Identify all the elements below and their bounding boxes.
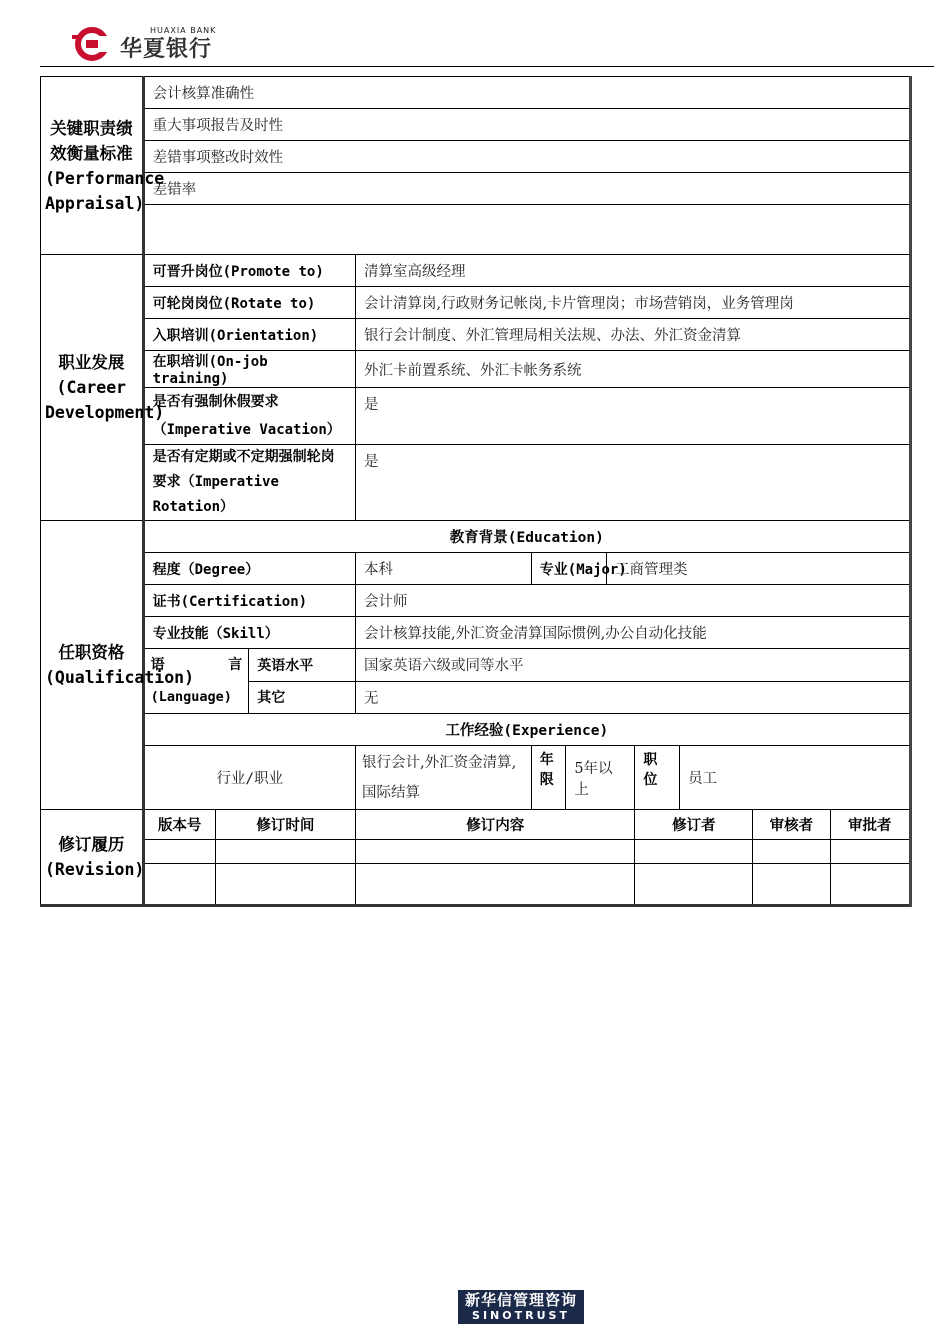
revision-section-title: 修订履历(Revision): [41, 810, 144, 906]
certification-value: 会计师: [355, 585, 910, 617]
header-divider: [40, 66, 934, 67]
revision-col-reviewer: 审核者: [753, 810, 830, 840]
english-level-label: 英语水平: [249, 649, 356, 682]
performance-item: 重大事项报告及时性: [143, 109, 910, 141]
degree-value: 本科: [355, 553, 531, 585]
industry-label: 行业/职业: [143, 746, 355, 810]
revision-col-version: 版本号: [143, 810, 215, 840]
rotation-value: 是: [355, 445, 910, 521]
orientation-value: 银行会计制度、外汇管理局相关法规、办法、外汇资金清算: [355, 319, 910, 351]
promote-value: 清算室高级经理: [355, 255, 910, 287]
footer-logo-cn: 新华信管理咨询: [464, 1291, 577, 1309]
career-section-title: 职业发展(Career Development): [41, 255, 144, 521]
rotate-value: 会计清算岗,行政财务记帐岗,卡片管理岗；市场营销岗，业务管理岗: [355, 287, 910, 319]
huaxia-bank-logo-icon: [70, 26, 110, 62]
orientation-label: 入职培训(Orientation): [143, 319, 355, 351]
rotation-label: 是否有定期或不定期强制轮岗要求（Imperative Rotation）: [143, 445, 355, 521]
job-description-table: [40, 76, 912, 907]
promote-label: 可晋升岗位(Promote to): [143, 255, 355, 287]
onjob-training-label: 在职培训(On-job training): [143, 351, 355, 388]
revision-row: [41, 864, 911, 906]
sinotrust-logo: [458, 1290, 584, 1324]
performance-item: 差错事项整改时效性: [143, 141, 910, 173]
industry-value: 银行会计,外汇资金清算,国际结算: [355, 746, 531, 810]
degree-label: 程度（Degree）: [143, 553, 355, 585]
revision-col-date: 修订时间: [215, 810, 355, 840]
logo-chinese-text: 华夏银行: [120, 37, 213, 62]
english-level-value: 国家英语六级或同等水平: [355, 649, 910, 682]
years-label: 年限: [531, 746, 566, 810]
revision-row: [41, 840, 911, 864]
rotate-label: 可轮岗岗位(Rotate to): [143, 287, 355, 319]
revision-col-content: 修订内容: [355, 810, 634, 840]
revision-col-reviser: 修订者: [635, 810, 753, 840]
vacation-label: 是否有强制休假要求（Imperative Vacation）: [143, 388, 355, 445]
performance-item: [143, 205, 910, 255]
performance-section-title: 关键职责绩效衡量标准(Performance Appraisal): [41, 77, 144, 255]
major-label: 专业(Major): [531, 553, 606, 585]
footer-logo-en: SINOTRUST: [472, 1309, 570, 1322]
revision-col-approver: 审批者: [830, 810, 911, 840]
certification-label: 证书(Certification): [143, 585, 355, 617]
skill-value: 会计核算技能,外汇资金清算国际惯例,办公自动化技能: [355, 617, 910, 649]
vacation-value: 是: [355, 388, 910, 445]
position-value: 员工: [680, 746, 911, 810]
other-language-value: 无: [355, 681, 910, 714]
qualification-section-title: 任职资格(Qualification): [41, 521, 144, 810]
major-value: 工商管理类: [606, 553, 910, 585]
onjob-training-value: 外汇卡前置系统、外汇卡帐务系统: [355, 351, 910, 388]
page-header: [0, 0, 950, 70]
skill-label: 专业技能（Skill）: [143, 617, 355, 649]
years-value: 5年以上: [566, 746, 635, 810]
education-header: 教育背景(Education): [143, 521, 910, 553]
language-label-cn: 语 言: [150, 657, 243, 673]
performance-item: 会计核算准确性: [143, 77, 910, 109]
logo-english-text: HUAXIA BANK: [150, 26, 217, 35]
language-label-en: (Language): [150, 689, 232, 705]
other-language-label: 其它: [249, 681, 356, 714]
experience-header: 工作经验(Experience): [143, 714, 910, 746]
performance-item: 差错率: [143, 173, 910, 205]
position-label: 职位: [635, 746, 680, 810]
language-label: [143, 649, 249, 714]
